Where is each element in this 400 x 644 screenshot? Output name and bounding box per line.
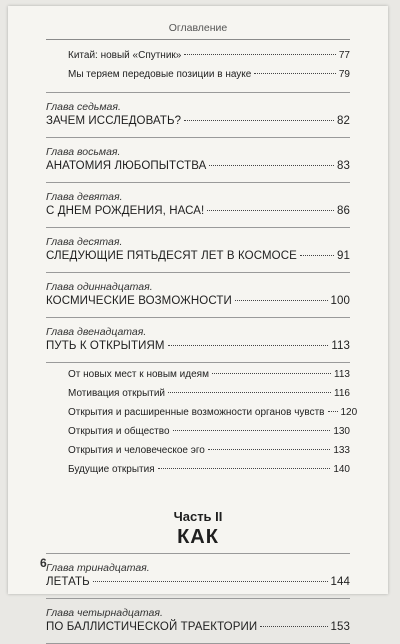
divider bbox=[46, 92, 350, 93]
toc-page-number: 83 bbox=[337, 160, 350, 172]
toc-chapter-entry bbox=[46, 115, 350, 133]
chapter-title: СЛЕДУЮЩИЕ ПЯТЬДЕСЯТ ЛЕТ В КОСМОСЕ bbox=[46, 250, 297, 262]
part-title: КАК bbox=[177, 526, 219, 548]
toc-subsection-title: Мотивация открытий bbox=[68, 388, 166, 399]
header-rule bbox=[46, 39, 350, 40]
toc-subsection bbox=[46, 69, 350, 88]
dot-leader bbox=[184, 54, 336, 55]
dot-leader bbox=[254, 73, 336, 74]
toc-page-number: 82 bbox=[337, 115, 350, 127]
book-page bbox=[8, 6, 388, 633]
part-heading bbox=[46, 509, 350, 549]
dot-leader bbox=[328, 411, 338, 412]
divider bbox=[46, 317, 350, 318]
chapter-label: Глава одиннадцатая. bbox=[46, 281, 153, 293]
dot-leader bbox=[207, 210, 334, 211]
toc-chapter-entry bbox=[46, 621, 350, 639]
toc-subsection-title: Открытия и расширенные возможности органов чувств bbox=[68, 407, 325, 418]
toc-chapter-entry bbox=[46, 295, 350, 313]
toc-page-number: 77 bbox=[338, 50, 350, 61]
toc-subsection bbox=[46, 445, 350, 464]
chapter-title: ПУТЬ К ОТКРЫТИЯМ bbox=[46, 340, 165, 352]
toc-page-number: 133 bbox=[333, 445, 350, 456]
toc-subsection bbox=[46, 50, 350, 69]
divider bbox=[46, 598, 350, 599]
toc-chapter-entry bbox=[46, 340, 350, 358]
table-of-contents bbox=[46, 50, 358, 644]
toc-subsection bbox=[46, 388, 350, 407]
toc-subsection-title: Китай: новый «Спутник» bbox=[68, 50, 182, 61]
toc-subsection-title: От новых мест к новым идеям bbox=[68, 369, 209, 380]
chapter-title: ЗАЧЕМ ИССЛЕДОВАТЬ? bbox=[46, 115, 182, 127]
toc-page-number: 116 bbox=[334, 388, 350, 399]
dot-leader bbox=[168, 345, 329, 346]
chapter-label: Глава седьмая. bbox=[46, 101, 121, 113]
toc-chapter-entry bbox=[46, 250, 350, 268]
toc-page-number: 79 bbox=[338, 69, 350, 80]
running-head: Оглавление bbox=[168, 22, 228, 34]
chapter-title: ПО БАЛЛИСТИЧЕСКОЙ ТРАЕКТОРИИ bbox=[46, 621, 258, 633]
toc-subsection-title: Открытия и человеческое эго bbox=[68, 445, 205, 456]
toc-subsection bbox=[46, 369, 350, 388]
toc-chapter-entry bbox=[46, 160, 350, 178]
dot-leader bbox=[300, 255, 334, 256]
dot-leader bbox=[209, 165, 334, 166]
part-label: Часть II bbox=[173, 509, 223, 524]
dot-leader bbox=[158, 468, 331, 469]
chapter-label: Глава девятая. bbox=[46, 191, 123, 203]
chapter-label: Глава четырнадцатая. bbox=[46, 607, 163, 619]
page-number: 6 bbox=[40, 556, 47, 570]
chapter-label: Глава десятая. bbox=[46, 236, 123, 248]
dot-leader bbox=[184, 120, 334, 121]
toc-subsection bbox=[46, 464, 350, 483]
toc-subsection-title: Будущие открытия bbox=[68, 464, 155, 475]
divider bbox=[46, 137, 350, 138]
chapter-title: С ДНЕМ РОЖДЕНИЯ, НАСА! bbox=[46, 205, 205, 217]
toc-subsection-title: Мы теряем передовые позиции в науке bbox=[68, 69, 252, 80]
chapter-title: АНАТОМИЯ ЛЮБОПЫТСТВА bbox=[46, 160, 207, 172]
divider bbox=[46, 227, 350, 228]
divider bbox=[46, 362, 350, 363]
toc-page-number: 140 bbox=[333, 464, 350, 475]
chapter-label: Глава восьмая. bbox=[46, 146, 121, 158]
chapter-title: КОСМИЧЕСКИЕ ВОЗМОЖНОСТИ bbox=[46, 295, 232, 307]
chapter-title: ЛЕТАТЬ bbox=[46, 576, 90, 588]
toc-page-number: 153 bbox=[330, 621, 350, 633]
toc-subsection-title: Открытия и общество bbox=[68, 426, 170, 437]
toc-chapter-entry bbox=[46, 576, 350, 594]
dot-leader bbox=[235, 300, 328, 301]
toc-page-number: 86 bbox=[337, 205, 350, 217]
toc-subsection bbox=[46, 407, 358, 426]
toc-page-number: 113 bbox=[334, 369, 350, 380]
divider bbox=[46, 272, 350, 273]
dot-leader bbox=[260, 626, 327, 627]
toc-page-number: 144 bbox=[330, 576, 350, 588]
dot-leader bbox=[173, 430, 331, 431]
toc-page-number: 113 bbox=[331, 340, 350, 352]
dot-leader bbox=[208, 449, 330, 450]
dot-leader bbox=[168, 392, 331, 393]
toc-page-number: 120 bbox=[340, 407, 358, 418]
dot-leader bbox=[93, 581, 328, 582]
divider bbox=[46, 182, 350, 183]
toc-page-number: 100 bbox=[330, 295, 350, 307]
toc-page-number: 91 bbox=[337, 250, 350, 262]
divider bbox=[46, 553, 350, 554]
chapter-label: Глава тринадцатая. bbox=[46, 562, 150, 574]
toc-page-number: 130 bbox=[333, 426, 350, 437]
toc-subsection bbox=[46, 426, 350, 445]
toc-chapter-entry bbox=[46, 205, 350, 223]
dot-leader bbox=[212, 373, 331, 374]
chapter-label: Глава двенадцатая. bbox=[46, 326, 147, 338]
